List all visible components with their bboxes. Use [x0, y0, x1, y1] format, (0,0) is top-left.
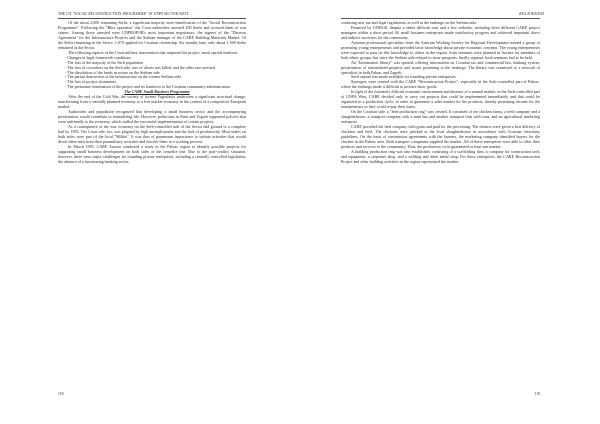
paragraph: In light of the extremely difficult economic environment and absence of a normal market, in the Serb-controlled part of UNPA West, CARE decided only to carry out projects that could be implemented immediately and that could be organized in a production cycle, in order to guarantee a sales market for the products, thereby promising income for the entrepreneurs so they could re-pay their loans.: [341, 89, 540, 110]
page-number-right: 119: [534, 392, 540, 396]
paragraph: CARE provided the feed company with grain and paid for the processing. The farmers were given a first delivery of chickens and feed. The chickens were plucked at the local slaughterhouse in accordance with Croatian veterinary guidelines. On the basis of commission agreements with the farmers, the marketing company identified buyers for the chicken in the Pakrac area. Both transport companies supplied the market. All of these enterprises were able to offer their products and services to the community. Thus, the production cycle guaranteed at least one market.: [341, 124, 540, 149]
paragraph: The following aspects of the Croat military intervention that impacted the project, merit special mention:: [68, 49, 238, 55]
list-item: - Changes in legal framework conditions: [65, 56, 246, 61]
paragraph: A building production ring was also established, consisting of a scaffolding firm, a company for construction tools and equipment, a carpentry shop, and a welding and sheet metal shop. For these enterprises, the CARE Reconstruction Project and other building activities in the region represented the market.: [341, 148, 540, 164]
left-body-text: [58, 21, 246, 165]
impact-list: [58, 56, 246, 91]
paragraph: As a consequence of the war, economy on the Serb-controlled side of the Sector had ground to a complete halt by 1992. The Croat side, too, was plagued by high unemployment and the lack of productivity. Most males on both sides were part of the local "Militia". It was thus of paramount importance to initiate activities that would divert these men from their paramilitary activities and involve them in a working process.: [58, 124, 246, 144]
paragraph: In March 1995, CARE Austria conducted a study in the Pakrac region to identify possible projects for supporting small business development on both sides of the ceasefire line. Due to the post-conflict situation, however, there were major challenges for founding private enterprises, including a centrally controlled legislation, the absence of a functioning banking sector,: [58, 143, 246, 164]
paragraph: Seed capital was made available for founding private enterprises.: [351, 74, 457, 80]
header-rule-right: [341, 18, 540, 19]
section-heading: The CARE Small Business Programme: [124, 89, 190, 95]
paragraph: On the Croatian side, a "feed production ring" was created. It consisted of ten chicken farms, a feed company and a slaughterhouse, a transport company with a mini bus and another transport firm with vans, and an agricultural marketing enterprise.: [341, 109, 540, 125]
list-item: - The loss of coworkers on the Serb side, one of whom was killed, and the other one arrested: [65, 66, 246, 71]
right-body-text: [341, 21, 540, 165]
paragraph: Financed by UNHCR, despite a rather difficult start and a few setbacks, including three different CARE project managers within a short period, 60 small business enterprises made satisfactory progress and achieved important direct and indirect successes for the community.: [341, 24, 540, 40]
paragraph: Synergies were created with the CARE "Reconstruction Project", especially in the Serb-controlled part of Pakrac, where the embargo made it difficult to procure basic goods.: [341, 79, 540, 90]
list-item: - The dissolution of the funds structure on the Serbian side: [65, 71, 246, 76]
paragraph: After the end of the Cold War, the society of former Yugoslavia underwent a significant structural change, transforming from a centrally planned economy to a free market economy in the context of a competitive European market.: [58, 94, 246, 110]
list-item: - The partial destruction of the infrastructure on the former Serbian side: [65, 75, 246, 80]
paragraph: Authorities and population recognized that developing a small business sector and the accompanying privatization would contribute to normalizing life. However, politicians in Knin and Zagreb supported policies that were unfriendly to the economy, which stalled the successful implementation of certain projects.: [58, 109, 246, 125]
page-number-left: 118: [58, 392, 64, 396]
paragraph: An "Information library" was opened, offering information on Croatian tax and commercial law, banking system, privatization of nationalized property and issues pertaining to the embargo. The library was connected to a network of specialists in both Pakrac and Zagreb.: [341, 59, 540, 75]
paragraph: confusing new tax and legal regulations, as well as the embargo on the Serbian side.: [341, 20, 478, 25]
running-header-right: REA.H BOIEIH: [519, 12, 544, 16]
paragraph: Austrian professional specialists from the Austrian Working Society for Regional Development trained a group of promising young entrepreneurs and provided basic knowledge about private economic concepts. The young entrepreneurs were expected to pass on this knowledge to others in the region. Joint seminars were planned in Austria for members of both ethnic groups, but since the Serbian side refused to issue passports, finally separate local seminars had to be held.: [341, 39, 540, 60]
list-item: - The loss of project documents: [65, 80, 246, 85]
paragraph: Of the about 2,000 remaining Serbs, a significant majority were beneficiaries of the "Social Reconstruction Programme". Following the "Blitz operation" the Croat authorities arrested 300 Serbs and accused them of war crimes. Among those arrested were UNPROFOR's most important negotiators, the signers of the "Daruvar Agreement" for the Infrastructure Projects and the Serbian manager of the CARE Building Materials Market. Of the Serbs remaining in the Sector, 1,070 applied for Croatian citizenship. Six months later, only about 1,500 Serbs remained in the Sector.: [58, 20, 246, 50]
list-item: - The loss of the majority of the Serb population: [65, 61, 246, 66]
running-header-left: THE UN "SOCIAL RECONSTRUCTION PROGRAMME" IN UNPA SECTOR WEST …: [58, 12, 194, 16]
header-rule-left: [58, 18, 246, 19]
list-item: - The premature termination of the project and its handover to the Croatian community administration: [65, 85, 246, 90]
right-page: [300, 0, 600, 424]
